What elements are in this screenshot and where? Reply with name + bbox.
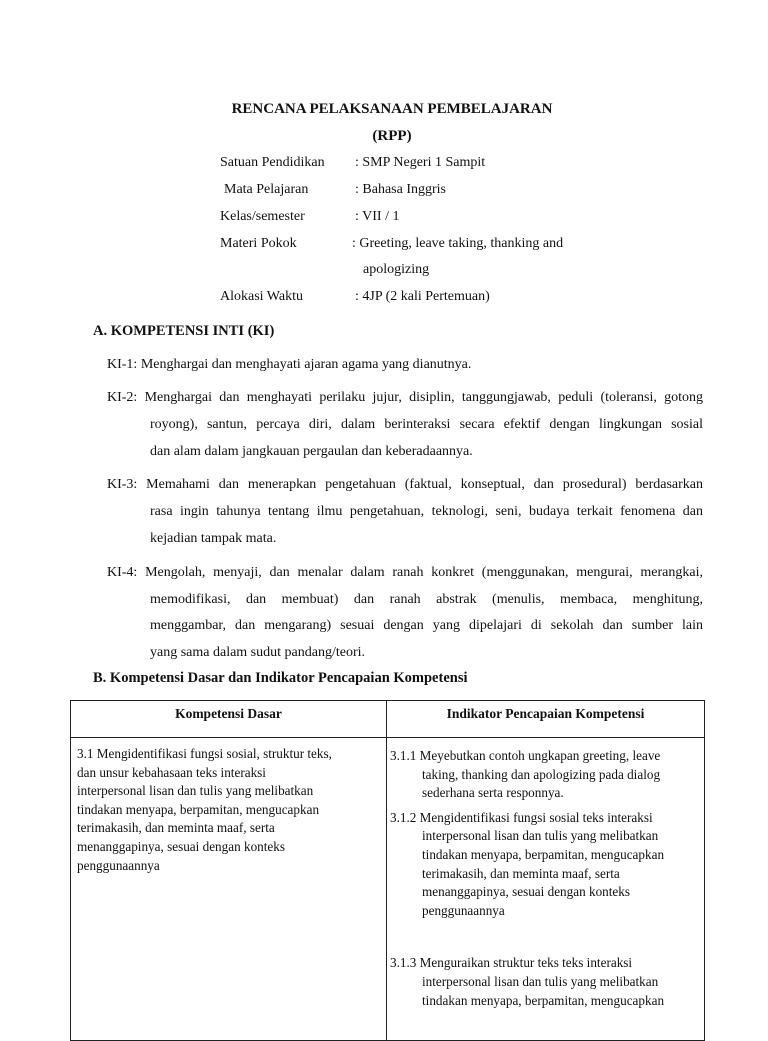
- section-b-heading: B. Kompetensi Dasar dan Indikator Pencapaian Kompetensi: [93, 670, 468, 686]
- ki-2-line: dan alam dalam jangkauan pergaulan dan keberadaannya.: [150, 444, 473, 459]
- indicator-line: tindakan menyapa, berpamitan, mengucapkan: [422, 992, 665, 1008]
- indicator-line: interpersonal lisan dan tulis yang melibatkan: [422, 828, 659, 844]
- kd-line: menanggapinya, sesuai dengan konteks: [77, 838, 286, 854]
- document-subtitle: (RPP): [372, 128, 412, 144]
- meta-label: Satuan Pendidikan: [220, 155, 325, 170]
- meta-value: : SMP Negeri 1 Sampit: [355, 155, 486, 170]
- indicator-line: menanggapinya, sesuai dengan konteks: [422, 884, 631, 900]
- kd-line: 3.1 Mengidentifikasi fungsi sosial, struktur teks,: [77, 746, 332, 761]
- indicator-number: 3.1.2: [390, 809, 417, 825]
- kompetensi-dasar-cell: [71, 738, 387, 1041]
- indicator-line: penggunaannya: [422, 902, 505, 918]
- meta-value: : VII / 1: [355, 209, 400, 224]
- indicator-line: sederhana serta responnya.: [422, 785, 564, 801]
- document-title: RENCANA PELAKSANAAN PEMBELAJARAN: [231, 101, 553, 117]
- indicator-line: taking, thanking dan apologizing pada dialog: [422, 766, 661, 782]
- indicator-line: tindakan menyapa, berpamitan, mengucapkan: [422, 846, 665, 862]
- table-row: [71, 738, 705, 1041]
- competency-table: [70, 700, 705, 1041]
- column-header-kompetensi-dasar: Kompetensi Dasar: [71, 701, 387, 738]
- ki-1-line: KI-1: Menghargai dan menghayati ajaran agama yang dianutnya.: [107, 357, 472, 372]
- kd-line: penggunaannya: [77, 857, 160, 873]
- indicator-line: Menguraikan struktur teks teks interaksi: [419, 955, 633, 971]
- ki-4-line: menggambar, dan mengarang) sesuai dengan yang dipelajari di sekolah dan sumber lain: [150, 618, 703, 633]
- column-header-indikator: Indikator Pencapaian Kompetensi: [387, 701, 705, 738]
- indicator-item: [390, 954, 703, 1010]
- meta-value-continued: apologizing: [363, 262, 430, 277]
- meta-label: Materi Pokok: [220, 236, 297, 251]
- indicator-line: Mengidentifikasi fungsi sosial teks interaksi: [419, 809, 653, 825]
- kd-line: terimakasih, dan meminta maaf, serta: [77, 820, 275, 836]
- ki-4-line: memodifikasi, dan membuat) dan ranah abstrak (menulis, membaca, menghitung,: [150, 592, 703, 607]
- indicator-item: [390, 747, 703, 803]
- ki-2-line: royong), santun, percaya diri, dalam berinteraksi secara efektif dengan lingkungan sosial: [150, 417, 703, 432]
- section-a-heading: A. KOMPETENSI INTI (KI): [93, 323, 275, 339]
- table-header-row: [71, 701, 705, 738]
- ki-3-line: KI-3: Memahami dan menerapkan pengetahuan (faktual, konseptual, dan prosedural) berdasarkan: [107, 477, 703, 492]
- ki-4-line: yang sama dalam sudut pandang/teori.: [150, 645, 365, 660]
- ki-4-line: KI-4: Mengolah, menyaji, dan menalar dalam ranah konkret (menggunakan, mengurai, merangkai,: [107, 565, 703, 580]
- meta-label: Kelas/semester: [220, 209, 305, 224]
- ki-2-line: KI-2: Menghargai dan menghayati perilaku jujur, disiplin, tanggungjawab, peduli (toleransi, gotong: [107, 390, 703, 405]
- indikator-cell: [387, 738, 705, 1041]
- indicator-line: interpersonal lisan dan tulis yang melibatkan: [422, 973, 659, 989]
- ki-3-line: kejadian tampak mata.: [150, 531, 277, 546]
- kd-line: tindakan menyapa, berpamitan, mengucapkan: [77, 801, 320, 817]
- kd-line: dan unsur kebahasaan teks interaksi: [77, 764, 266, 780]
- indicator-item: [390, 809, 703, 921]
- indicator-number: 3.1.1: [390, 748, 417, 763]
- meta-label: Alokasi Waktu: [220, 289, 303, 304]
- kd-line: interpersonal lisan dan tulis yang melibatkan: [77, 783, 314, 799]
- meta-value: : Bahasa Inggris: [355, 182, 446, 197]
- meta-label: Mata Pelajaran: [224, 182, 309, 197]
- indicator-line: terimakasih, dan meminta maaf, serta: [422, 865, 620, 881]
- meta-value: : Greeting, leave taking, thanking and: [352, 236, 564, 251]
- indicator-line: Meyebutkan contoh ungkapan greeting, leave: [419, 748, 661, 763]
- ki-3-line: rasa ingin tahunya tentang ilmu pengetahuan, teknologi, seni, budaya terkait fenomena dan: [150, 504, 703, 519]
- meta-value: : 4JP (2 kali Pertemuan): [355, 289, 490, 304]
- indicator-number: 3.1.3: [390, 955, 417, 971]
